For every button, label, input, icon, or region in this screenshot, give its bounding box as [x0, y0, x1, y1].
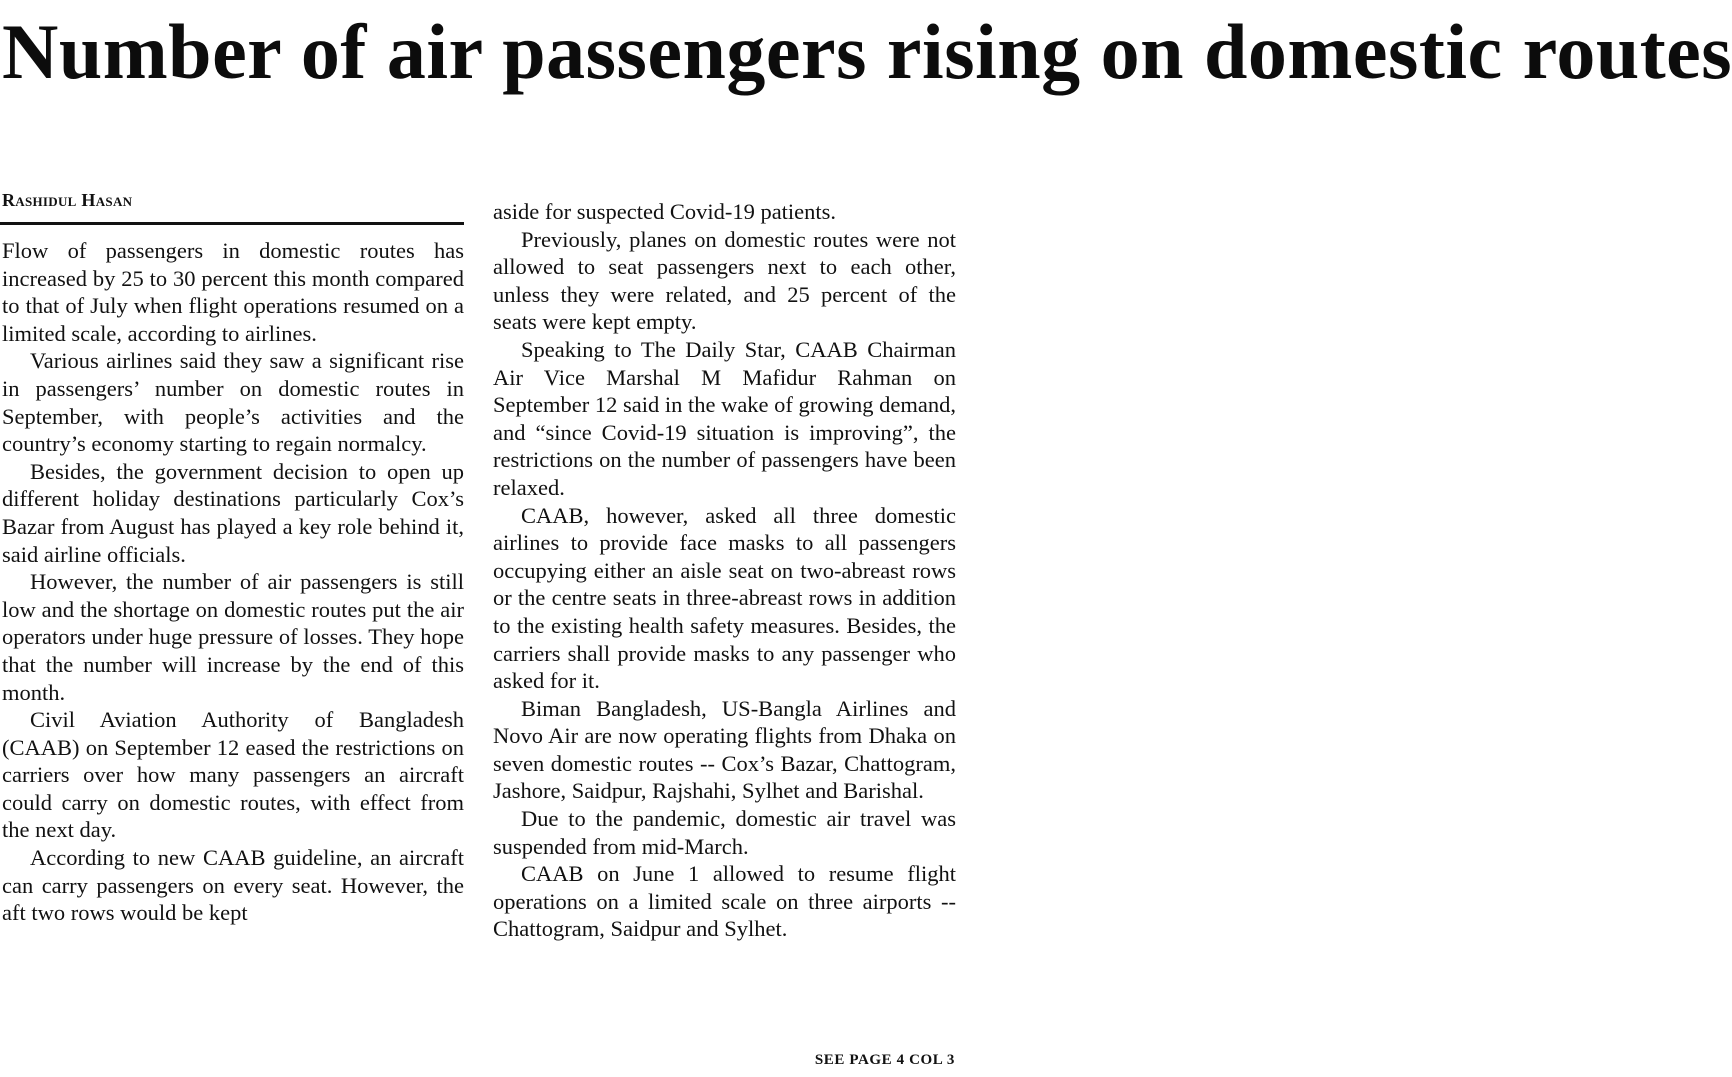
headline: Number of air passengers rising on domestic routes: [2, 8, 1732, 95]
article-paragraph: Flow of passengers in domestic routes has increased by 25 to 30 percent this month compared to that of July when flight operations resumed on a limited scale, according to airlines.: [2, 238, 464, 346]
article-paragraph: Civil Aviation Authority of Bangladesh (CAAB) on September 12 eased the restrictions on carriers over how many passengers an aircraft could carry on domestic routes, with effect from the next day.: [2, 707, 464, 843]
article-paragraph: CAAB on June 1 allowed to resume flight operations on a limited scale on three airports -- Chattogram, Saidpur and Sylhet.: [493, 861, 956, 942]
article-paragraph: Due to the pandemic, domestic air travel was suspended from mid-March.: [493, 806, 956, 859]
article-column-right: [493, 198, 956, 943]
article-paragraph-continued: aside for suspected Covid-19 patients.: [493, 199, 837, 224]
article-column-left: [2, 237, 464, 927]
article-paragraph: Besides, the government decision to open up different holiday destinations particularly Cox’s Bazar from August has played a key role behind it, said airline officials.: [2, 458, 464, 567]
article-paragraph: However, the number of air passengers is still low and the shortage on domestic routes put the air operators under huge pressure of losses. They hope that the number will increase by the end of this month.: [2, 569, 464, 705]
article-paragraph: CAAB, however, asked all three domestic airlines to provide face masks to all passengers occupying either an aisle seat on two-abreast rows or the centre seats in three-abreast rows in addition to the existing health safety measures. Besides, the carriers shall provide masks to any passenger who asked for it.: [493, 502, 956, 694]
article-paragraph: Various airlines said they saw a significant rise in passengers’ number on domestic routes in September, with people’s activities and the country’s economy starting to regain normalcy.: [2, 348, 464, 457]
article-paragraph: Speaking to The Daily Star, CAAB Chairman Air Vice Marshal M Mafidur Rahman on September 12 said in the wake of growing demand, and “since Covid-19 situation is improving”, the restrictions on the number of passengers have been relaxed.: [493, 336, 957, 500]
article-paragraph: Biman Bangladesh, US-Bangla Airlines and Novo Air are now operating flights from Dhaka on seven domestic routes -- Cox’s Bazar, Chattogram, Jashore, Saidpur, Rajshahi, Sylhet and Barishal.: [493, 695, 956, 804]
article-paragraph: According to new CAAB guideline, an aircraft can carry passengers on every seat. However, the aft two rows would be kept: [2, 845, 464, 926]
jump-line[interactable]: SEE PAGE 4 COL 3: [814, 1052, 955, 1068]
byline-rule: [0, 222, 464, 225]
byline: Rashidul Hasan: [2, 190, 133, 210]
article-paragraph: Previously, planes on domestic routes were not allowed to seat passengers next to each other, unless they were related, and 25 percent of the seats were kept empty.: [493, 226, 956, 335]
